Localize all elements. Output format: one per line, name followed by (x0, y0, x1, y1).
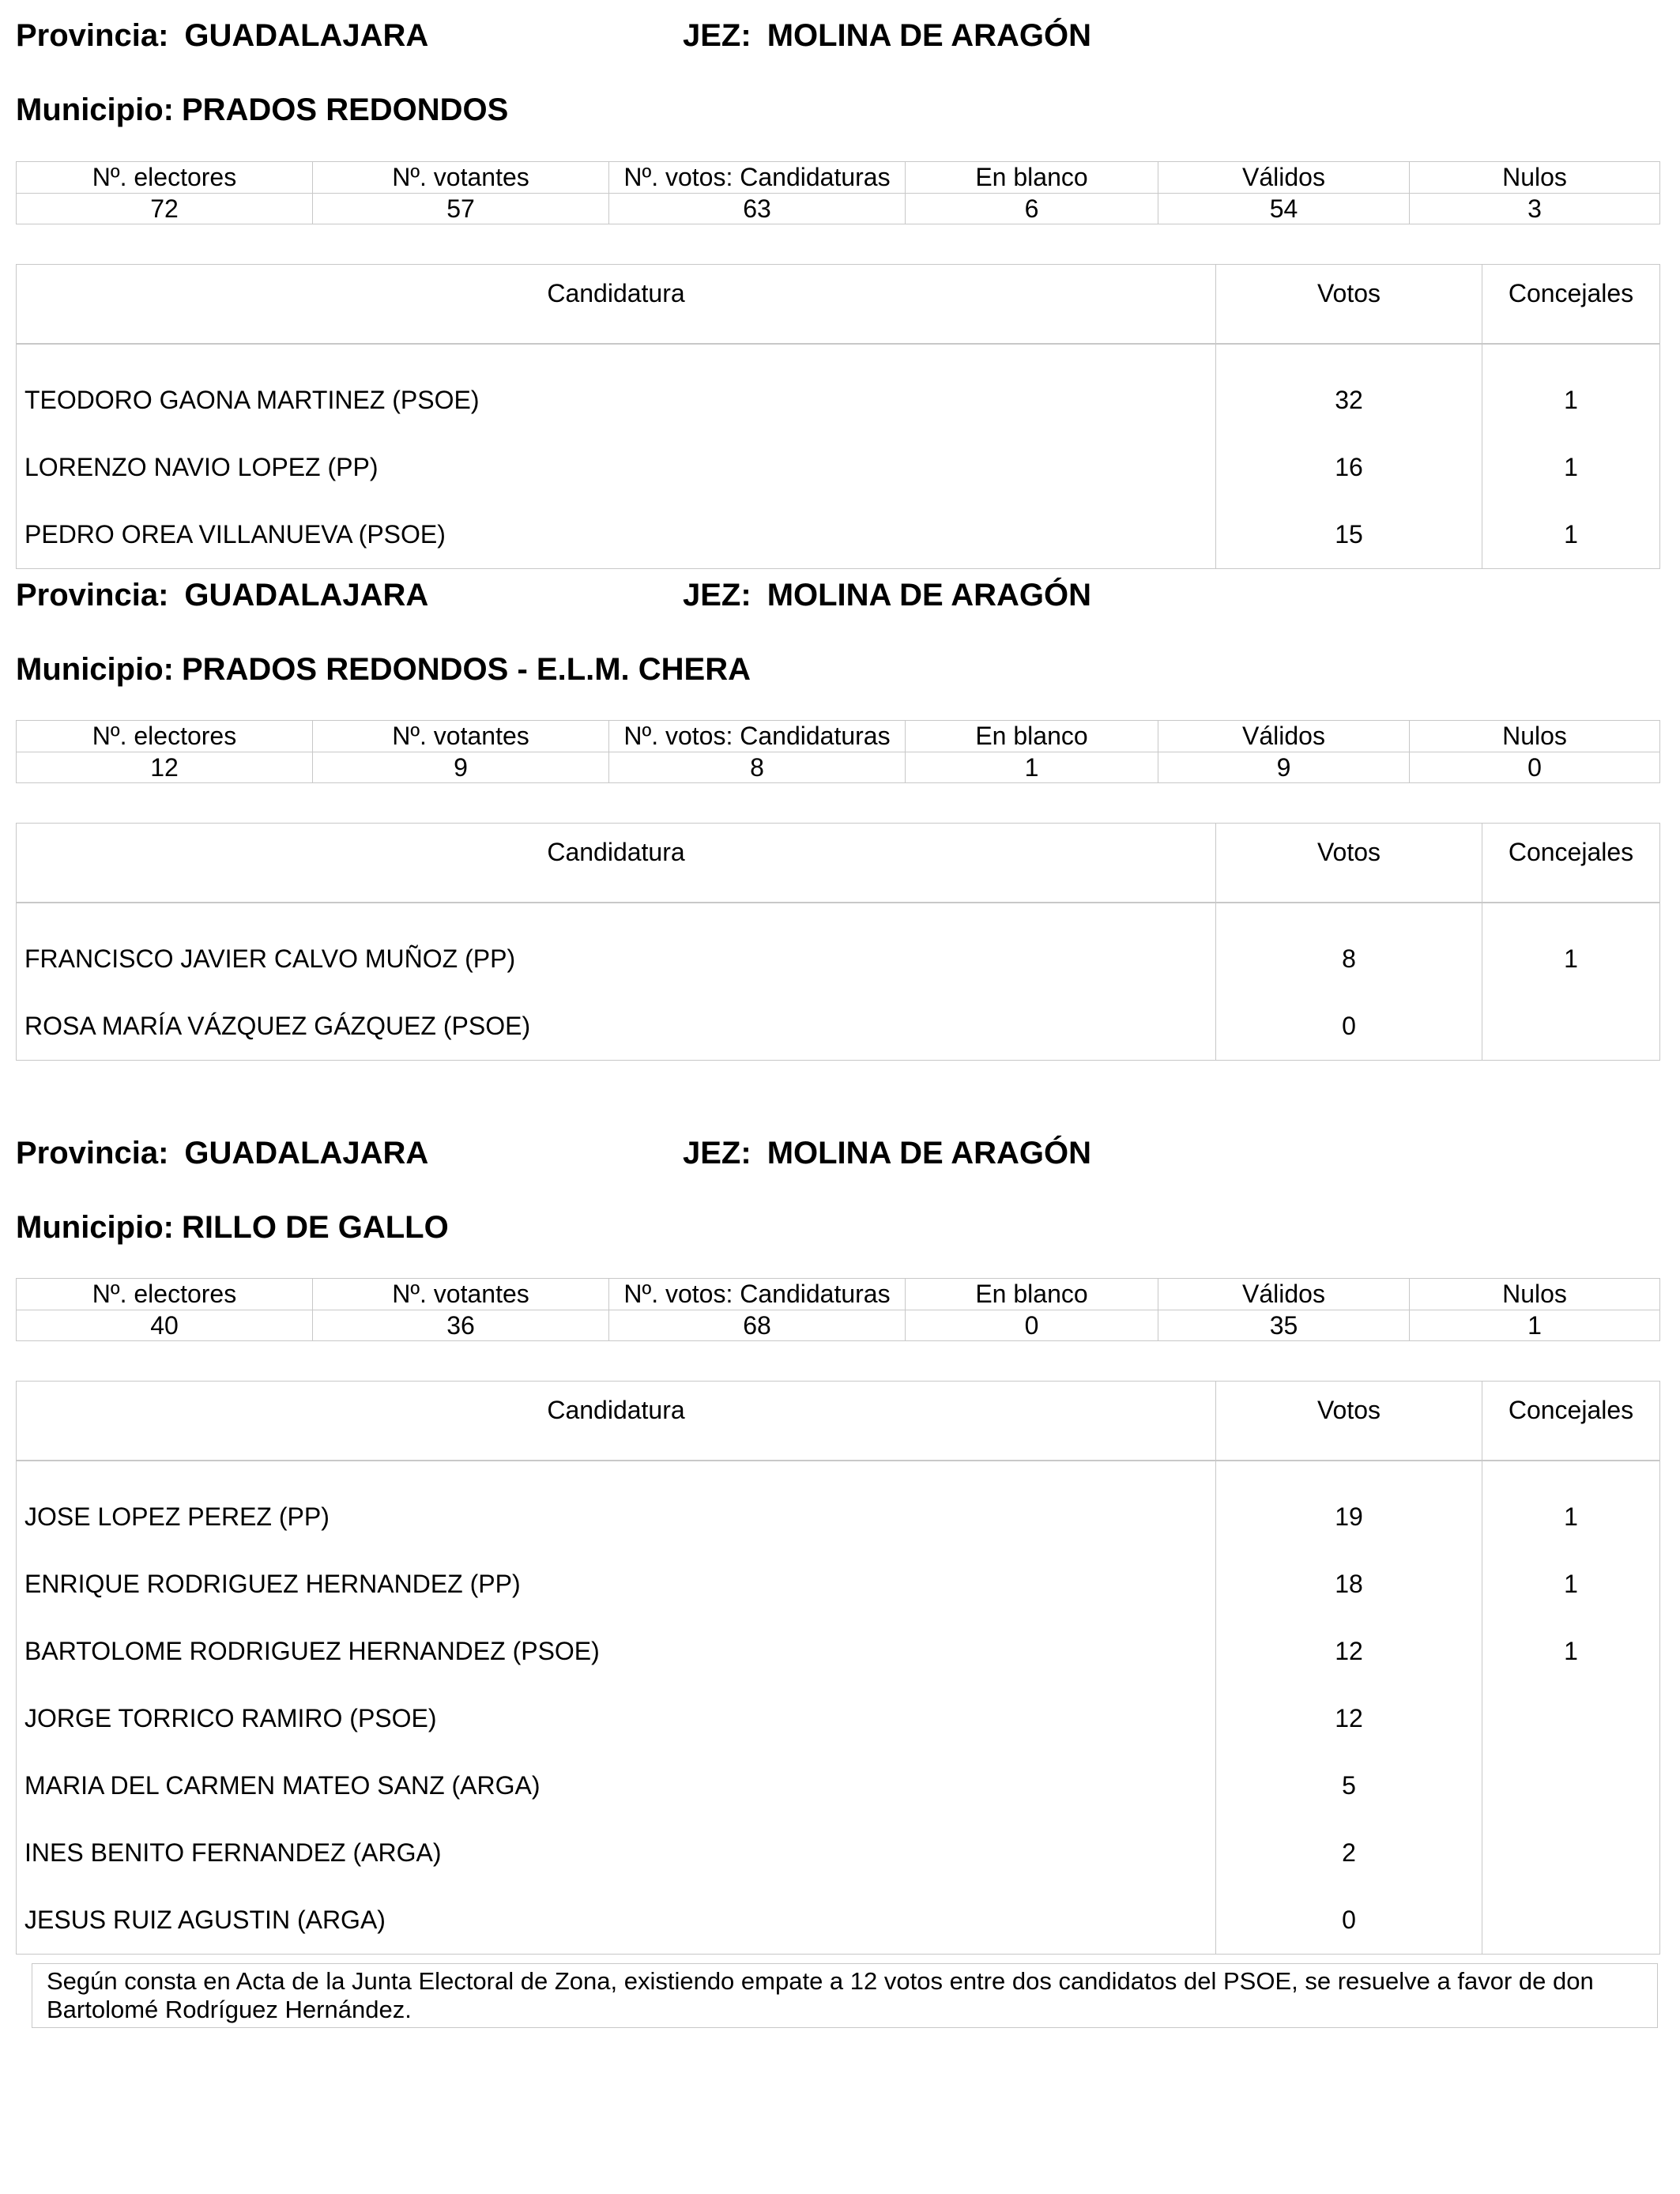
stats-header: Válidos (1158, 162, 1410, 194)
provincia-label: Provincia: (16, 1136, 169, 1171)
jez-label: JEZ: (683, 18, 751, 53)
jez-label: JEZ: (683, 578, 751, 613)
stats-value: 0 (906, 1310, 1158, 1341)
stats-value: 12 (17, 752, 313, 783)
stats-value: 63 (609, 193, 906, 224)
column-header-concejales: Concejales (1482, 265, 1660, 345)
table-row (17, 434, 1660, 501)
stats-header-row (17, 162, 1660, 194)
candidate-name: FRANCISCO JAVIER CALVO MUÑOZ (PP) (17, 903, 1216, 993)
candidate-name: ROSA MARÍA VÁZQUEZ GÁZQUEZ (PSOE) (17, 993, 1216, 1061)
candidate-name: PEDRO OREA VILLANUEVA (PSOE) (17, 501, 1216, 569)
candidate-concejales: 1 (1482, 903, 1660, 993)
stats-value: 40 (17, 1310, 313, 1341)
stats-value-row (17, 1310, 1660, 1341)
municipio-label: Municipio: (16, 92, 174, 127)
column-header-candidatura: Candidatura (17, 1382, 1216, 1461)
provincia-value: GUADALAJARA (184, 1136, 429, 1171)
jez-value: MOLINA DE ARAGÓN (767, 1136, 1092, 1171)
candidate-votos: 12 (1216, 1618, 1482, 1685)
candidate-name: LORENZO NAVIO LOPEZ (PP) (17, 434, 1216, 501)
stats-header: Nº. votantes (313, 1279, 609, 1310)
stats-header-row (17, 1279, 1660, 1310)
municipio-heading (16, 92, 508, 128)
candidate-name: BARTOLOME RODRIGUEZ HERNANDEZ (PSOE) (17, 1618, 1216, 1685)
stats-value: 0 (1410, 752, 1660, 783)
table-row (17, 1685, 1660, 1752)
stats-header: Válidos (1158, 1279, 1410, 1310)
jez-value: MOLINA DE ARAGÓN (767, 18, 1092, 53)
stats-header: Nulos (1410, 1279, 1660, 1310)
stats-header: Nº. electores (17, 1279, 313, 1310)
column-header-concejales: Concejales (1482, 1382, 1660, 1461)
table-row (17, 1819, 1660, 1887)
municipio-value: PRADOS REDONDOS - E.L.M. CHERA (181, 652, 751, 687)
candidate-votos: 5 (1216, 1752, 1482, 1819)
candidate-votos: 0 (1216, 993, 1482, 1061)
candidate-votos: 16 (1216, 434, 1482, 501)
candidate-votos: 18 (1216, 1551, 1482, 1618)
stats-value: 1 (906, 752, 1158, 783)
stats-value: 36 (313, 1310, 609, 1341)
candidate-name: TEODORO GAONA MARTINEZ (PSOE) (17, 344, 1216, 434)
stats-header: Nº. votos: Candidaturas (609, 162, 906, 194)
stats-header: Nº. votantes (313, 721, 609, 752)
stats-header: Nº. electores (17, 162, 313, 194)
stats-value: 6 (906, 193, 1158, 224)
candidate-name: JESUS RUIZ AGUSTIN (ARGA) (17, 1887, 1216, 1955)
candidate-votos: 15 (1216, 501, 1482, 569)
stats-table (16, 1278, 1660, 1341)
candidate-concejales (1482, 1819, 1660, 1887)
stats-header: En blanco (906, 721, 1158, 752)
candidate-votos: 19 (1216, 1461, 1482, 1551)
provincia-heading (16, 1135, 428, 1171)
candidates-header-row (17, 265, 1660, 345)
table-row (17, 1461, 1660, 1551)
candidate-concejales: 1 (1482, 434, 1660, 501)
candidate-concejales (1482, 1685, 1660, 1752)
stats-table (16, 161, 1660, 224)
stats-header: Nulos (1410, 162, 1660, 194)
candidate-concejales: 1 (1482, 1618, 1660, 1685)
table-row (17, 1551, 1660, 1618)
stats-value: 8 (609, 752, 906, 783)
stats-value-row (17, 752, 1660, 783)
table-row (17, 501, 1660, 569)
provincia-heading (16, 577, 428, 613)
tie-resolution-note: Según consta en Acta de la Junta Electoral de Zona, existiendo empate a 12 votos entre dos candidatos del PSOE, se resuelve a favor de don Bartolomé Rodríguez Hernández. (32, 1963, 1658, 2028)
provincia-value: GUADALAJARA (184, 18, 429, 53)
municipio-heading (16, 1209, 449, 1246)
stats-header: Válidos (1158, 721, 1410, 752)
stats-value-row (17, 193, 1660, 224)
candidates-table (16, 1381, 1660, 1955)
candidates-header-row (17, 1382, 1660, 1461)
stats-value: 54 (1158, 193, 1410, 224)
candidate-concejales: 1 (1482, 1461, 1660, 1551)
stats-value: 68 (609, 1310, 906, 1341)
table-row (17, 1618, 1660, 1685)
candidate-name: ENRIQUE RODRIGUEZ HERNANDEZ (PP) (17, 1551, 1216, 1618)
stats-value: 35 (1158, 1310, 1410, 1341)
provincia-heading (16, 17, 428, 54)
jez-heading (683, 577, 1091, 613)
candidates-table (16, 264, 1660, 569)
jez-value: MOLINA DE ARAGÓN (767, 578, 1092, 613)
stats-header: Nº. votos: Candidaturas (609, 721, 906, 752)
provincia-value: GUADALAJARA (184, 578, 429, 613)
candidate-concejales (1482, 1752, 1660, 1819)
stats-value: 72 (17, 193, 313, 224)
column-header-candidatura: Candidatura (17, 265, 1216, 345)
table-row (17, 1887, 1660, 1955)
table-row (17, 344, 1660, 434)
candidate-votos: 2 (1216, 1819, 1482, 1887)
column-header-votos: Votos (1216, 265, 1482, 345)
stats-header: Nº. votos: Candidaturas (609, 1279, 906, 1310)
municipio-heading (16, 651, 751, 688)
stats-value: 9 (1158, 752, 1410, 783)
candidate-concejales: 1 (1482, 344, 1660, 434)
candidate-concejales: 1 (1482, 1551, 1660, 1618)
table-row (17, 1752, 1660, 1819)
stats-header-row (17, 721, 1660, 752)
candidate-concejales (1482, 1887, 1660, 1955)
municipio-value: RILLO DE GALLO (181, 1210, 449, 1245)
candidate-concejales: 1 (1482, 501, 1660, 569)
candidate-votos: 0 (1216, 1887, 1482, 1955)
stats-value: 9 (313, 752, 609, 783)
candidate-concejales (1482, 993, 1660, 1061)
stats-value: 1 (1410, 1310, 1660, 1341)
candidate-votos: 12 (1216, 1685, 1482, 1752)
stats-header: Nº. electores (17, 721, 313, 752)
candidate-votos: 32 (1216, 344, 1482, 434)
candidate-name: MARIA DEL CARMEN MATEO SANZ (ARGA) (17, 1752, 1216, 1819)
candidate-name: JOSE LOPEZ PEREZ (PP) (17, 1461, 1216, 1551)
column-header-votos: Votos (1216, 824, 1482, 903)
provincia-label: Provincia: (16, 18, 169, 53)
jez-heading (683, 17, 1091, 54)
jez-heading (683, 1135, 1091, 1171)
provincia-label: Provincia: (16, 578, 169, 613)
municipio-label: Municipio: (16, 652, 174, 687)
municipio-label: Municipio: (16, 1210, 174, 1245)
jez-label: JEZ: (683, 1136, 751, 1171)
stats-value: 3 (1410, 193, 1660, 224)
municipio-value: PRADOS REDONDOS (181, 92, 509, 127)
candidates-table (16, 823, 1660, 1061)
candidates-header-row (17, 824, 1660, 903)
column-header-candidatura: Candidatura (17, 824, 1216, 903)
stats-table (16, 720, 1660, 783)
stats-header: En blanco (906, 162, 1158, 194)
stats-value: 57 (313, 193, 609, 224)
stats-header: Nº. votantes (313, 162, 609, 194)
candidate-name: JORGE TORRICO RAMIRO (PSOE) (17, 1685, 1216, 1752)
column-header-votos: Votos (1216, 1382, 1482, 1461)
table-row (17, 903, 1660, 993)
candidate-name: INES BENITO FERNANDEZ (ARGA) (17, 1819, 1216, 1887)
stats-header: En blanco (906, 1279, 1158, 1310)
candidate-votos: 8 (1216, 903, 1482, 993)
column-header-concejales: Concejales (1482, 824, 1660, 903)
stats-header: Nulos (1410, 721, 1660, 752)
table-row (17, 993, 1660, 1061)
